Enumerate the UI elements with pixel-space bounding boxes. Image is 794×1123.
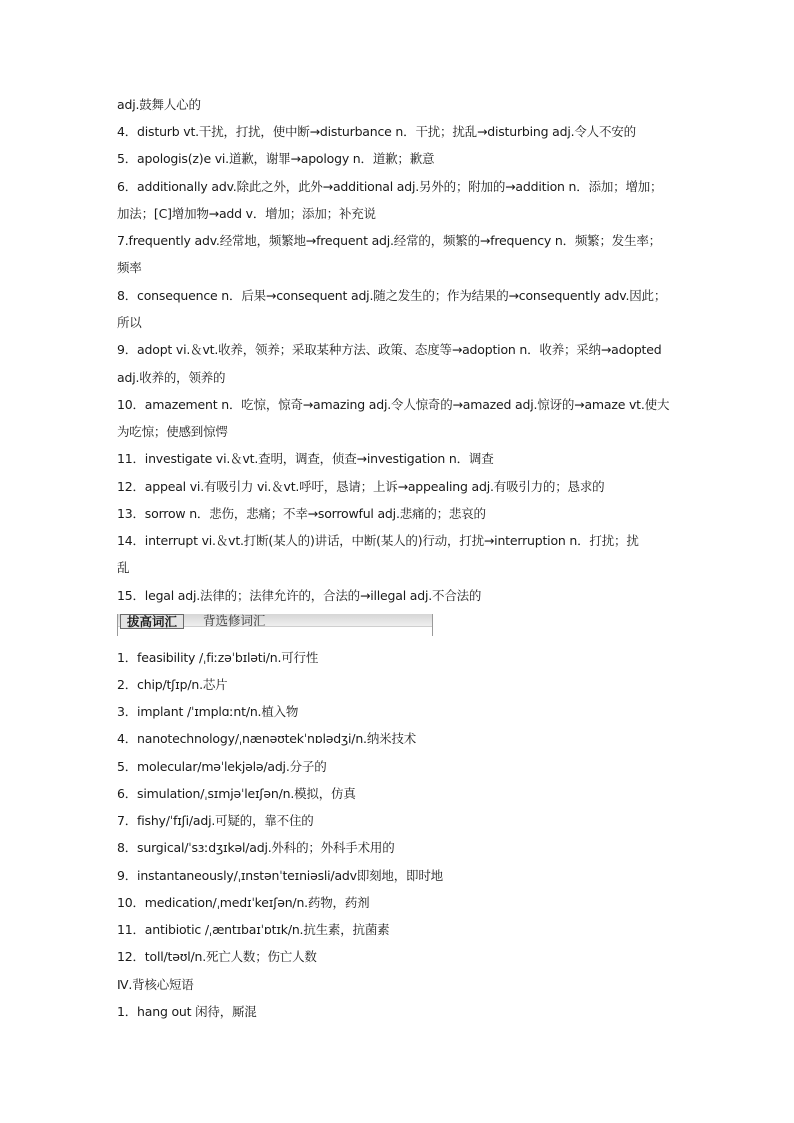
vocab-item-6: 6．additionally adv.除此之外，此外→additional adj.另外的；附加的→addition n．添加；增加； xyxy=(117,179,663,194)
advanced-vocab-item-12: 12．toll/təʊl/n.死亡人数；伤亡人数 xyxy=(117,949,317,964)
vocab-item-8-cont: 所以 xyxy=(117,315,142,330)
vocab-item-15: 15．legal adj.法律的；法律允许的，合法的→illegal adj.不合法的 xyxy=(117,588,482,603)
vocab-item-14: 14．interrupt vi.＆vt.打断(某人的)讲话，中断(某人的)行动，打扰→interruption n．打扰；扰 xyxy=(117,533,639,548)
advanced-vocab-item-4: 4．nanotechnology/ˌnænəʊtekˈnɒlədʒi/n.纳米技术 xyxy=(117,731,417,746)
vocab-item-14-cont: 乱 xyxy=(117,560,130,575)
vocab-item-7: 7.frequently adv.经常地，频繁地→frequent adj.经常的，频繁的→frequency n．频繁；发生率； xyxy=(117,233,661,248)
text-line: adj.鼓舞人心的 xyxy=(117,97,201,112)
phrase-item-1: 1．hang out 闲待，厮混 xyxy=(117,1004,257,1019)
vocab-item-7-cont: 频率 xyxy=(117,260,142,275)
advanced-vocab-item-7: 7．fishy/ˈfɪʃi/adj.可疑的，靠不住的 xyxy=(117,813,314,828)
vocab-item-5: 5．apologis(z)e vi.道歉，谢罪→apology n．道歉；歉意 xyxy=(117,151,435,166)
vocab-item-11: 11．investigate vi.＆vt.查明，调查，侦查→investigation n．调查 xyxy=(117,451,494,466)
vocab-item-13: 13．sorrow n．悲伤，悲痛；不幸→sorrowful adj.悲痛的；悲哀的 xyxy=(117,506,486,521)
vocab-item-6-cont: 加法；[C]增加物→add v．增加；添加；补充说 xyxy=(117,206,376,221)
advanced-vocab-item-5: 5．molecular/məˈlekjələ/adj.分子的 xyxy=(117,759,327,774)
section-header-left-rule xyxy=(117,614,118,636)
section-heading-phrases: Ⅳ.背核心短语 xyxy=(117,977,194,992)
vocab-item-10-cont: 为吃惊；使感到惊愕 xyxy=(117,424,228,439)
vocab-item-10: 10．amazement n．吃惊，惊奇→amazing adj.令人惊奇的→amazed adj.惊讶的→amaze vt.使大 xyxy=(117,397,670,412)
advanced-vocab-item-10: 10．medication/ˌmedɪˈkeɪʃən/n.药物，药剂 xyxy=(117,895,370,910)
vocab-item-12: 12．appeal vi.有吸引力 vi.＆vt.呼吁，恳请；上诉→appealing adj.有吸引力的；恳求的 xyxy=(117,479,605,494)
section-header xyxy=(117,614,433,636)
section-header-right-rule xyxy=(432,614,433,636)
advanced-vocab-item-1: 1．feasibility /ˌfiːzəˈbɪləti/n.可行性 xyxy=(117,650,319,665)
advanced-vocab-item-8: 8．surgical/ˈsɜːdʒɪkəl/adj.外科的；外科手术用的 xyxy=(117,840,395,855)
vocab-item-9-cont: adj.收养的，领养的 xyxy=(117,370,226,385)
advanced-vocab-item-3: 3．implant /ˈɪmplɑːnt/n.植入物 xyxy=(117,704,299,719)
vocab-item-4: 4．disturb vt.干扰，打扰，使中断→disturbance n．干扰；扰乱→disturbing adj.令人不安的 xyxy=(117,124,636,139)
advanced-vocab-item-9: 9．instantaneously/ˌɪnstənˈteɪniəsli/adv即刻地，即时地 xyxy=(117,868,443,883)
section-header-label: 背选修词汇 xyxy=(203,613,266,628)
vocab-item-8: 8．consequence n．后果→consequent adj.随之发生的；作为结果的→consequently adv.因此； xyxy=(117,288,667,303)
advanced-vocab-item-11: 11．antibiotic /ˌæntɪbaɪˈɒtɪk/n.抗生素，抗菌素 xyxy=(117,922,390,937)
section-header-box: 拔高词汇 xyxy=(120,614,184,629)
advanced-vocab-item-2: 2．chip/tʃɪp/n.芯片 xyxy=(117,677,228,692)
vocab-item-9: 9．adopt vi.＆vt.收养，领养；采取某种方法、政策、态度等→adoption n．收养；采纳→adopted xyxy=(117,342,662,357)
advanced-vocab-item-6: 6．simulation/ˌsɪmjəˈleɪʃən/n.模拟，仿真 xyxy=(117,786,356,801)
